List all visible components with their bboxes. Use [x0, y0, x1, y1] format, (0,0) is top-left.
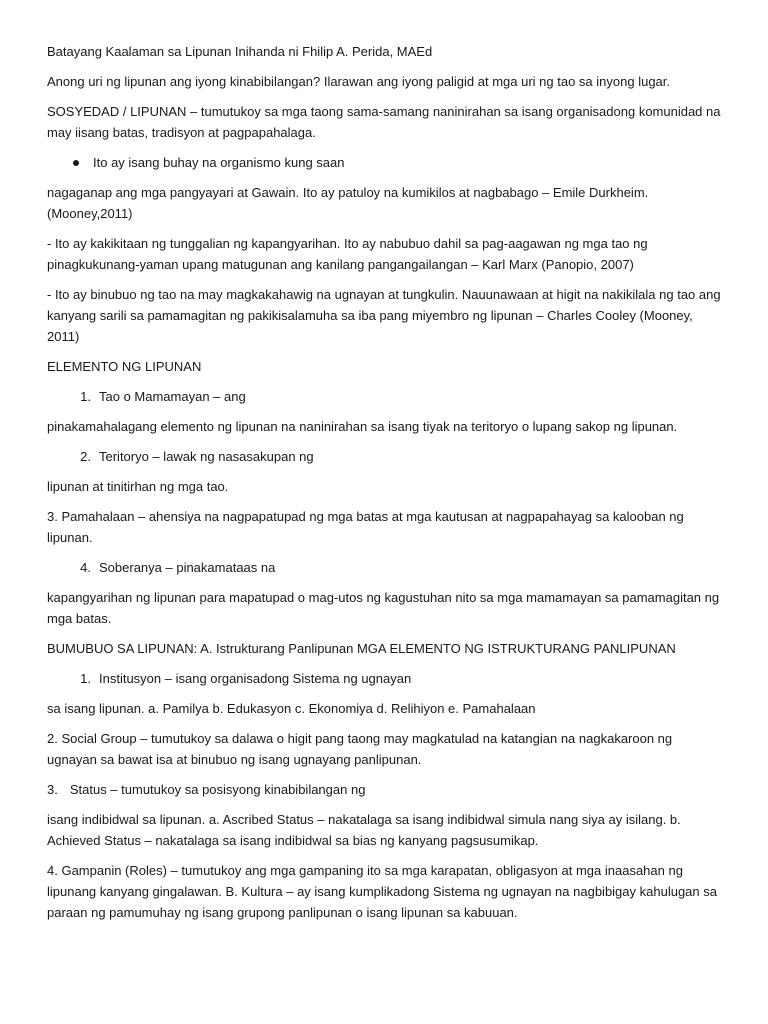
list-number: 1.: [80, 389, 91, 404]
list-number: 3.: [47, 782, 58, 797]
lipunan-definition: SOSYEDAD / LIPUNAN – tumutukoy sa mga taong sama-samang naninirahan sa isang organisadong komunidad na may iisang batas, tradisyon at pagpapahalaga.: [47, 104, 721, 140]
elemento-item-1: [47, 386, 723, 407]
bullet-text: Ito ay isang buhay na organismo kung saan: [93, 155, 345, 170]
list-item-text: Tao o Mamamayan – ang: [99, 389, 246, 404]
marx-paragraph: - Ito ay kakikitaan ng tunggalian ng kapangyarihan. Ito ay nabubuo dahil sa pag-aagawan ng mga tao ng pinagkukunang-yaman upang matugunan ang kanilang pangangailangan – Karl Marx (Panopio, 2007): [47, 236, 648, 272]
list-item-text: Teritoryo – lawak ng nasasakupan ng: [99, 449, 314, 464]
document-page: [47, 41, 723, 932]
elemento-item-1-continuation: pinakamahalagang elemento ng lipunan na naninirahan sa isang tiyak na teritoryo o lupang sakop ng lipunan.: [47, 419, 678, 434]
istruktura-item-1-continuation: sa isang lipunan. a. Pamilya b. Edukasyon c. Ekonomiya d. Relihiyon e. Pamahalaan: [47, 701, 536, 716]
bullet-item: [47, 152, 723, 173]
list-item-text: Institusyon – isang organisadong Sistema ng ugnayan: [99, 671, 412, 686]
list-number: 4.: [80, 560, 91, 575]
cooley-paragraph: - Ito ay binubuo ng tao na may magkakahawig na ugnayan at tungkulin. Nauunawaan at higit na nakikilala ng tao ang kanyang sarili sa pamamagitan ng pakikisalamuha sa iba pang miyembro ng lipunan – Charles Cooley (Mooney, 2011): [47, 287, 721, 344]
istruktura-item-3: [47, 779, 723, 800]
elemento-item-4: [47, 557, 723, 578]
question-paragraph: Anong uri ng lipunan ang iyong kinabibilangan? Ilarawan ang iyong paligid at mga uri ng tao sa inyong lugar.: [47, 74, 670, 89]
elemento-item-2-continuation: lipunan at tinitirhan ng mga tao.: [47, 479, 229, 494]
list-number: 2.: [80, 449, 91, 464]
list-item-text: Soberanya – pinakamataas na: [99, 560, 276, 575]
istruktura-item-1: [47, 668, 723, 689]
document-title: Batayang Kaalaman sa Lipunan Inihanda ni Fhilip A. Perida, MAEd: [47, 44, 433, 59]
durkheim-paragraph: nagaganap ang mga pangyayari at Gawain. Ito ay patuloy na kumikilos at nagbabago – Emile Durkheim. (Mooney,2011): [47, 185, 649, 221]
elemento-heading: ELEMENTO NG LIPUNAN: [47, 359, 202, 374]
istruktura-item-4: 4. Gampanin (Roles) – tumutukoy ang mga gampaning ito sa mga karapatan, obligasyon at mga inaasahan ng lipunang kanyang gingalawan. B. Kultura – ay isang kumplikadong Sistema ng ugnayan na nagbibigay kahulugan sa paraan ng pamumuhay ng isang grupong panlipunan o isang lipunan sa kabuuan.: [47, 863, 717, 920]
istruktura-item-3-continuation: isang indibidwal sa lipunan. a. Ascribed Status – nakatalaga sa isang indibidwal simula nang siya ay isilang. b. Achieved Status – nakatalaga sa isang indibidwal sa bias ng kanyang pagsusumikap.: [47, 812, 681, 848]
list-item-text: Status – tumutukoy sa posisyong kinabibilangan ng: [69, 782, 366, 797]
istruktura-item-2: 2. Social Group – tumutukoy sa dalawa o higit pang taong may magkatulad na katangian na nagkakaroon ng ugnayan sa bawat isa at binubuo ng isang ugnayang panlipunan.: [47, 731, 673, 767]
elemento-item-3: 3. Pamahalaan – ahensiya na nagpapatupad ng mga batas at mga kautusan at nagpapahayag sa kalooban ng lipunan.: [47, 509, 684, 545]
list-number: 1.: [80, 671, 91, 686]
elemento-item-4-continuation: kapangyarihan ng lipunan para mapatupad o mag-utos ng kagustuhan nito sa mga mamamayan sa pamamagitan ng mga batas.: [47, 590, 720, 626]
elemento-item-2: [47, 446, 723, 467]
bullet-marker: [73, 160, 79, 166]
bumubuo-heading: BUMUBUO SA LIPUNAN: A. Istrukturang Panlipunan MGA ELEMENTO NG ISTRUKTURANG PANLIPUNAN: [47, 641, 676, 656]
